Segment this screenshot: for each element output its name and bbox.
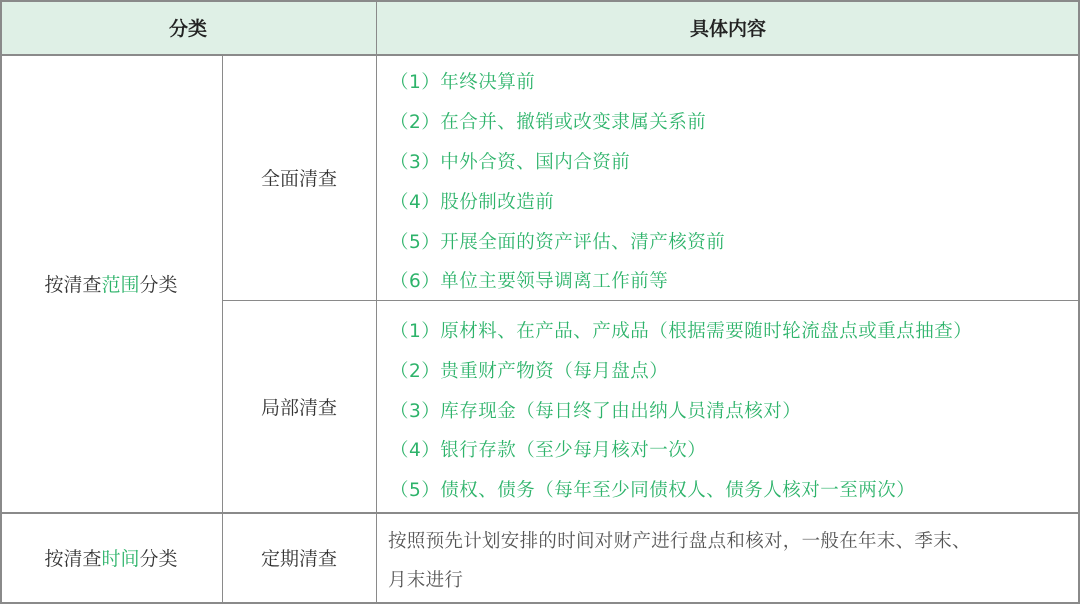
- category-label-prefix: 按清查: [44, 548, 102, 570]
- category-by-scope: [0, 55, 222, 512]
- header-category: 分类: [168, 17, 207, 40]
- category-label-suffix: 分类: [139, 548, 178, 570]
- category-by-time: [0, 513, 222, 602]
- category-label-highlight: 时间: [101, 548, 140, 570]
- partial-item-5: （5）债权、债务（每年至少同债权人、债务人核对一至两次）: [390, 480, 916, 501]
- full-item-1: （1）年终决算前: [390, 72, 536, 93]
- partial-item-4: （4）银行存款（至少每月核对一次）: [390, 440, 707, 461]
- header-content: 具体内容: [689, 17, 766, 40]
- category-label-suffix: 分类: [139, 274, 178, 296]
- type-regular-check: 定期清查: [260, 548, 337, 570]
- partial-item-2: （2）贵重财产物资（每月盘点）: [390, 361, 669, 382]
- type-full-check: 全面清查: [260, 168, 337, 190]
- partial-item-3: （3）库存现金（每日终了由出纳人员清点核对）: [390, 401, 802, 422]
- category-label-prefix: 按清查: [44, 274, 102, 296]
- category-label-highlight: 范围: [101, 274, 140, 296]
- regular-desc-line-1: 按照预先计划安排的时间对财产进行盘点和核对，一般在年末、季末、: [388, 531, 971, 552]
- border-right: [1078, 0, 1080, 604]
- type-partial-check: 局部清查: [260, 397, 337, 419]
- partial-item-1: （1）原材料、在产品、产成品（根据需要随时轮流盘点或重点抽查）: [390, 321, 973, 342]
- full-item-3: （3）中外合资、国内合资前: [390, 152, 631, 173]
- full-item-5: （5）开展全面的资产评估、清产核资前: [390, 232, 726, 253]
- full-item-4: （4）股份制改造前: [390, 192, 555, 213]
- full-item-2: （2）在合并、撤销或改变隶属关系前: [390, 112, 707, 133]
- full-item-6: （6）单位主要领导调离工作前等: [390, 271, 669, 292]
- border-col2: [376, 0, 377, 604]
- border-bottom: [0, 602, 1080, 604]
- regular-desc-line-2: 月末进行: [388, 570, 464, 591]
